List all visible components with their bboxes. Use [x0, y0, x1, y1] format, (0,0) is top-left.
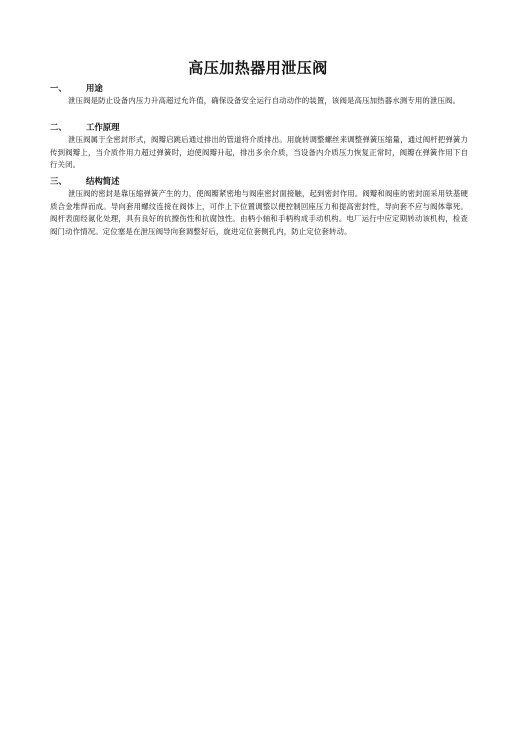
section-number: 一、 [50, 83, 67, 93]
section-purpose [50, 82, 468, 108]
document-title: 高压加热器用泄压阀 [188, 59, 328, 77]
section-heading [50, 175, 468, 188]
section-number: 二、 [50, 122, 67, 132]
section-title: 结构简述 [86, 176, 120, 186]
section-paragraph: 泄压阀的密封是靠压缩弹簧产生的力，使阀瓣紧密地与阀座密封面接触，起到密封作用。阀瓣和阀座的密封面采用铁基硬质合金堆焊而成。导向套用螺纹连接在阀体上，可作上下位置调整以便控制回座压力和提高密封性，导向套不应与阀体靠死。阀杆表面经氮化处理，具有良好的抗擦伤性和抗腐蚀性。由柄小轴和手柄构成手动机构。电厂运行中应定期转动该机构，检查阀门动作情况。定位塞是在泄压阀导向套调整好后，旋进定位套侧孔内，防止定位套转动。 [50, 189, 468, 236]
section-paragraph: 泄压阀是防止设备内压力升高超过允许值，确保设备安全运行自动动作的装置，该阀是高压加热器水测专用的泄压阀。 [68, 96, 461, 105]
section-title: 工作原理 [86, 122, 120, 132]
section-heading [50, 82, 468, 95]
section-structure [50, 175, 468, 238]
section-paragraph: 泄压阀属于全密封形式，阀瓣启跳后通过排出的管道将介质排出。用旋转调整螺丝来调整弹簧压缩量，通过阀杆把弹簧力传到阀瓣上，当介质作用力超过弹簧时，迫使阀瓣升起，排出多余介质，当设备内介质压力恢复正常时，阀瓣在弹簧作用下自行关闭。 [50, 135, 468, 170]
section-number: 三、 [50, 176, 67, 186]
section-heading [50, 121, 468, 134]
section-title: 用途 [86, 83, 103, 93]
section-working-principle [50, 121, 468, 172]
